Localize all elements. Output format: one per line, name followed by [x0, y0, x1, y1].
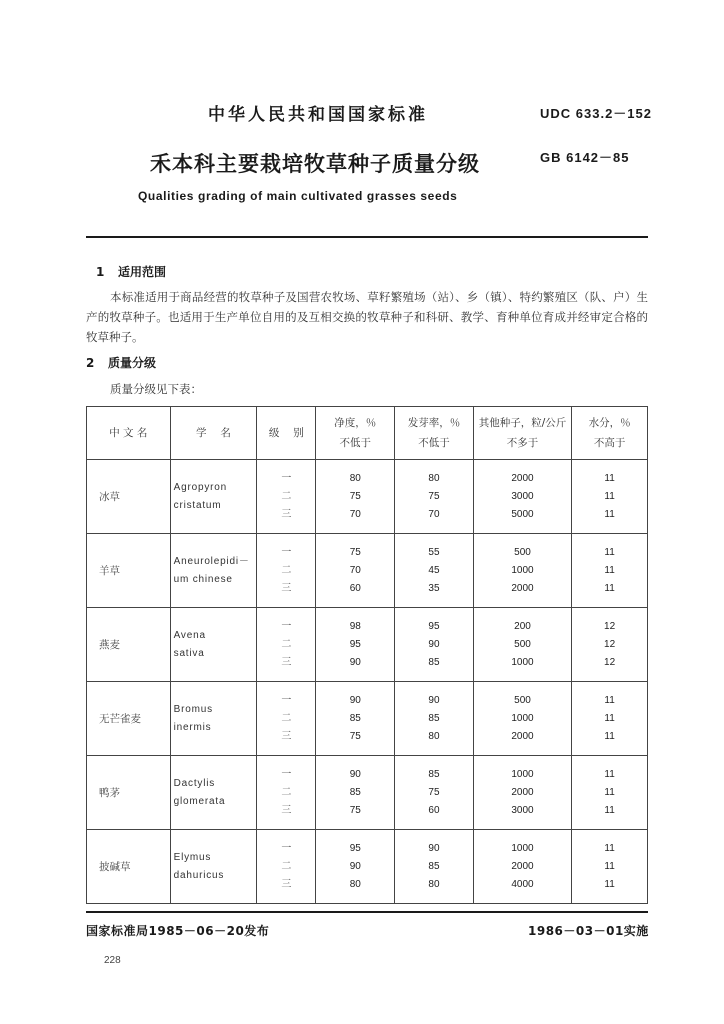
table-intro: 质量分级见下表： [110, 382, 202, 396]
germination-value: 90 [428, 638, 440, 650]
cell-purity [316, 460, 395, 534]
moisture-value: 12 [604, 656, 616, 668]
issue-date: 国家标准局1985－06－20发布 [86, 924, 270, 938]
moisture-value: 12 [604, 620, 616, 632]
header-germination [395, 407, 474, 460]
cell-moisture [572, 460, 648, 534]
cell-other-seeds [473, 756, 571, 830]
cell-cn-name: 羊草 [87, 534, 171, 608]
cell-other-seeds [473, 830, 571, 904]
moisture-values [572, 608, 647, 681]
moisture-value: 11 [604, 508, 615, 520]
germination-value: 95 [428, 620, 440, 632]
section-2-number: 2 [86, 356, 95, 370]
grade-values [257, 756, 315, 829]
cell-grade [257, 756, 316, 830]
table-header-row [87, 407, 648, 460]
section-2-heading [86, 354, 156, 371]
germination-values [395, 682, 473, 755]
sci-name-line: glomerata [173, 795, 226, 807]
moisture-value: 11 [604, 860, 615, 872]
grade-value: 三 [281, 730, 292, 742]
grade-value: 二 [281, 786, 292, 798]
header-germination-l1: 发芽率，％ [407, 417, 461, 429]
grade-value: 一 [281, 694, 292, 706]
moisture-value: 11 [604, 490, 615, 502]
other-seeds-values [474, 608, 571, 681]
moisture-values [572, 830, 647, 903]
section-1-title: 适用范围 [118, 265, 167, 279]
cell-germination [395, 830, 474, 904]
purity-value: 90 [349, 768, 361, 780]
grade-values [257, 830, 315, 903]
purity-value: 75 [349, 546, 361, 558]
sci-name-line: Avena [173, 629, 206, 641]
header-purity-l1: 净度，％ [334, 417, 377, 429]
other-seeds-value: 1000 [511, 656, 534, 668]
purity-values [316, 534, 394, 607]
table-row [87, 756, 648, 830]
sci-name-line: dahuricus [173, 869, 225, 881]
moisture-value: 12 [604, 638, 616, 650]
cell-grade [257, 608, 316, 682]
purity-values [316, 608, 394, 681]
grade-value: 三 [281, 878, 292, 890]
grade-value: 一 [281, 842, 292, 854]
document-title: 禾本科主要栽培牧草种子质量分级 [150, 152, 480, 176]
header-moisture [572, 407, 648, 460]
germination-value: 55 [428, 546, 440, 558]
purity-value: 90 [349, 860, 361, 872]
cell-moisture [572, 682, 648, 756]
germination-value: 85 [428, 860, 440, 872]
header-purity [316, 407, 395, 460]
grade-values [257, 608, 315, 681]
header-other-seeds-l1: 其他种子，粒/公斤 [478, 417, 567, 429]
cell-moisture [572, 830, 648, 904]
cell-purity [316, 682, 395, 756]
sci-name-line: cristatum [173, 499, 222, 511]
cell-sci-name [170, 460, 257, 534]
germination-value: 80 [428, 730, 440, 742]
cell-moisture [572, 608, 648, 682]
cell-grade [257, 830, 316, 904]
sci-name-line: Elymus [173, 851, 212, 863]
other-seeds-value: 1000 [511, 564, 534, 576]
grade-value: 三 [281, 582, 292, 594]
germination-value: 75 [428, 786, 440, 798]
section-1-body: 本标准适用于商品经营的牧草种子及国营农牧场、草籽繁殖场（站）、乡（镇）、特约繁殖区（队、户）生产的牧草种子。也适用于生产单位自用的及互相交换的牧草种子和科研、教学、育种单位育成并经审定合格的牧草种子。 [86, 290, 648, 344]
header-other-seeds-l2: 不多于 [506, 437, 539, 449]
cell-purity [316, 830, 395, 904]
purity-value: 90 [349, 656, 361, 668]
cell-purity [316, 756, 395, 830]
other-seeds-values [474, 682, 571, 755]
other-seeds-value: 200 [514, 620, 531, 632]
header-germination-l2: 不低于 [418, 437, 450, 449]
grade-value: 三 [281, 508, 292, 520]
national-standard-heading: 中华人民共和国国家标准 [208, 105, 428, 125]
purity-value: 75 [349, 730, 361, 742]
moisture-value: 11 [604, 694, 615, 706]
table-row [87, 682, 648, 756]
grade-values [257, 534, 315, 607]
germination-values [395, 534, 473, 607]
germination-value: 85 [428, 768, 440, 780]
germination-values [395, 756, 473, 829]
grade-value: 一 [281, 472, 292, 484]
grade-value: 二 [281, 564, 292, 576]
other-seeds-values [474, 534, 571, 607]
purity-value: 95 [349, 842, 361, 854]
cell-grade [257, 460, 316, 534]
grade-values [257, 460, 315, 533]
germination-value: 70 [428, 508, 440, 520]
effective-date: 1986－03－01实施 [528, 924, 649, 938]
purity-value: 95 [349, 638, 361, 650]
germination-values [395, 830, 473, 903]
page-number: 228 [104, 955, 121, 966]
standard-number: GB 6142－85 [540, 150, 630, 165]
moisture-value: 11 [604, 878, 615, 890]
other-seeds-value: 5000 [511, 508, 534, 520]
germination-value: 90 [428, 694, 440, 706]
other-seeds-value: 500 [514, 638, 531, 650]
other-seeds-value: 3000 [511, 490, 534, 502]
header-other-seeds [473, 407, 571, 460]
cell-other-seeds [473, 682, 571, 756]
germination-value: 45 [428, 564, 440, 576]
cell-purity [316, 534, 395, 608]
moisture-values [572, 682, 647, 755]
other-seeds-value: 3000 [511, 804, 534, 816]
header-moisture-l2: 不高于 [593, 437, 626, 449]
sci-name-line: Dactylis [173, 777, 216, 789]
grade-value: 二 [281, 638, 292, 650]
germination-value: 80 [428, 472, 440, 484]
other-seeds-values [474, 460, 571, 533]
grade-value: 一 [281, 620, 292, 632]
other-seeds-values [474, 830, 571, 903]
sci-name-line: Aneurolepidi－ [173, 555, 250, 567]
header-cn-name: 中 文 名 [87, 407, 171, 460]
grade-value: 三 [281, 656, 292, 668]
moisture-values [572, 756, 647, 829]
grade-values [257, 682, 315, 755]
section-1-heading [96, 263, 166, 280]
purity-value: 85 [349, 712, 361, 724]
cell-sci-name [170, 682, 257, 756]
purity-value: 90 [349, 694, 361, 706]
germination-value: 90 [428, 842, 440, 854]
purity-value: 80 [349, 472, 361, 484]
germination-value: 85 [428, 712, 440, 724]
moisture-value: 11 [604, 786, 615, 798]
moisture-value: 11 [604, 768, 615, 780]
moisture-value: 11 [604, 842, 615, 854]
purity-value: 60 [349, 582, 361, 594]
other-seeds-value: 2000 [511, 786, 534, 798]
moisture-value: 11 [604, 582, 615, 594]
other-seeds-value: 1000 [511, 768, 534, 780]
cell-cn-name: 鸭茅 [87, 756, 171, 830]
cell-germination [395, 460, 474, 534]
purity-value: 98 [349, 620, 361, 632]
purity-values [316, 830, 394, 903]
germination-value: 60 [428, 804, 440, 816]
cell-moisture [572, 534, 648, 608]
cell-germination [395, 608, 474, 682]
germination-values [395, 608, 473, 681]
moisture-value: 11 [604, 804, 615, 816]
grade-value: 一 [281, 768, 292, 780]
moisture-values [572, 534, 647, 607]
moisture-value: 11 [604, 730, 615, 742]
cell-germination [395, 756, 474, 830]
other-seeds-value: 2000 [511, 730, 534, 742]
cell-cn-name: 无芒雀麦 [87, 682, 171, 756]
cell-other-seeds [473, 534, 571, 608]
other-seeds-value: 2000 [511, 582, 534, 594]
sci-name-line: inermis [173, 721, 212, 733]
sci-name-line: Agropyron [173, 481, 227, 493]
other-seeds-value: 2000 [511, 472, 534, 484]
sci-name-line: um chinese [173, 573, 233, 585]
cell-germination [395, 534, 474, 608]
cell-sci-name [170, 534, 257, 608]
cell-moisture [572, 756, 648, 830]
table-row [87, 830, 648, 904]
grade-value: 二 [281, 490, 292, 502]
section-2-title: 质量分级 [108, 356, 157, 370]
table-row [87, 460, 648, 534]
cell-cn-name: 燕麦 [87, 608, 171, 682]
other-seeds-values [474, 756, 571, 829]
grade-value: 一 [281, 546, 292, 558]
purity-values [316, 756, 394, 829]
germination-value: 35 [428, 582, 440, 594]
other-seeds-value: 2000 [511, 860, 534, 872]
cell-germination [395, 682, 474, 756]
cell-sci-name [170, 756, 257, 830]
purity-value: 70 [349, 508, 361, 520]
cell-sci-name [170, 830, 257, 904]
cell-cn-name: 披碱草 [87, 830, 171, 904]
purity-value: 75 [349, 490, 361, 502]
germination-value: 75 [428, 490, 440, 502]
moisture-value: 11 [604, 472, 615, 484]
purity-value: 80 [349, 878, 361, 890]
grade-value: 二 [281, 712, 292, 724]
udc-code: UDC 633.2－152 [540, 106, 652, 121]
document-title-en: Qualities grading of main cultivated grasses seeds [138, 189, 458, 203]
cell-grade [257, 534, 316, 608]
other-seeds-value: 4000 [511, 878, 534, 890]
purity-values [316, 460, 394, 533]
grading-table [86, 406, 648, 904]
germination-values [395, 460, 473, 533]
purity-values [316, 682, 394, 755]
header-moisture-l1: 水分，％ [588, 417, 631, 429]
header-divider [86, 236, 648, 238]
moisture-value: 11 [604, 712, 615, 724]
purity-value: 85 [349, 786, 361, 798]
germination-value: 85 [428, 656, 440, 668]
cell-other-seeds [473, 460, 571, 534]
table-row [87, 608, 648, 682]
header-grade: 级 别 [257, 407, 316, 460]
section-1-number: 1 [96, 265, 105, 279]
cell-cn-name: 冰草 [87, 460, 171, 534]
cell-purity [316, 608, 395, 682]
cell-sci-name [170, 608, 257, 682]
table-body [87, 460, 648, 904]
header-sci-name: 学 名 [170, 407, 257, 460]
table-row [87, 534, 648, 608]
other-seeds-value: 1000 [511, 842, 534, 854]
other-seeds-value: 1000 [511, 712, 534, 724]
other-seeds-value: 500 [514, 546, 531, 558]
other-seeds-value: 500 [514, 694, 531, 706]
moisture-values [572, 460, 647, 533]
cell-grade [257, 682, 316, 756]
cell-other-seeds [473, 608, 571, 682]
moisture-value: 11 [604, 564, 615, 576]
germination-value: 80 [428, 878, 440, 890]
grade-value: 二 [281, 860, 292, 872]
footer-divider [86, 911, 648, 913]
purity-value: 75 [349, 804, 361, 816]
grade-value: 三 [281, 804, 292, 816]
moisture-value: 11 [604, 546, 615, 558]
header-purity-l2: 不低于 [339, 437, 372, 449]
purity-value: 70 [349, 564, 361, 576]
sci-name-line: sativa [173, 647, 205, 659]
sci-name-line: Bromus [173, 703, 213, 715]
